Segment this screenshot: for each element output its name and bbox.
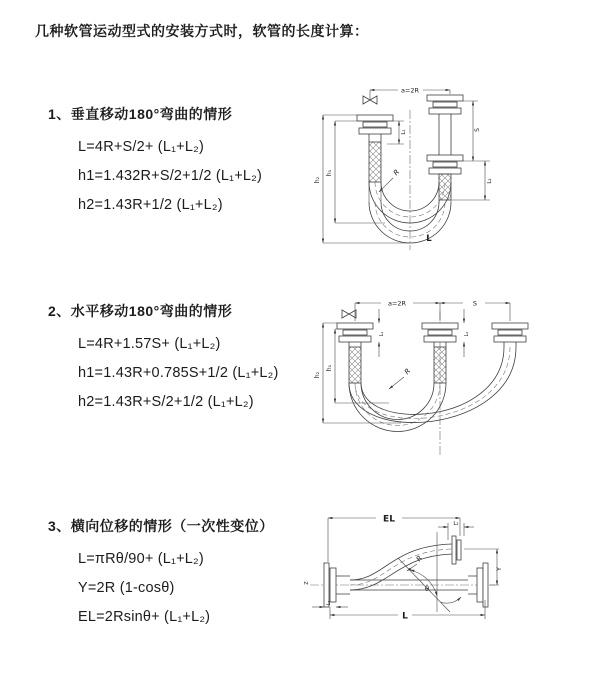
dim-label-l1: L₁ bbox=[379, 331, 385, 337]
dimension-lines bbox=[312, 518, 499, 619]
section-lateral-displacement bbox=[48, 516, 274, 632]
dim-label-width: a=2R bbox=[400, 86, 420, 95]
formula-h1: h1=1.43R+0.785S+1/2 (L₁+L₂) bbox=[78, 365, 279, 381]
formula-h2: h2=1.43R+S/2+1/2 (L₁+L₂) bbox=[78, 394, 254, 410]
formula-h1: h1=1.432R+S/2+1/2 (L₁+L₂) bbox=[78, 168, 263, 184]
diagram-vertical-u-bend bbox=[313, 70, 563, 258]
dim-label-length: L bbox=[426, 234, 432, 244]
dim-label-y: Y bbox=[495, 567, 503, 571]
formula-y: Y=2R (1-cosθ) bbox=[78, 580, 175, 596]
dim-label-stroke: S bbox=[472, 299, 478, 308]
dim-label-l1: L₁ bbox=[326, 600, 332, 606]
section-vertical-movement bbox=[48, 104, 262, 220]
dim-label-el: EL bbox=[383, 514, 395, 525]
upper-right-flange bbox=[452, 536, 461, 564]
dim-label-width: a=2R bbox=[387, 299, 407, 308]
dim-label-radius: R bbox=[392, 168, 402, 178]
section-1-heading: 1、垂直移动180°弯曲的情形 bbox=[48, 106, 233, 122]
hose-curves bbox=[350, 544, 468, 590]
dim-label-l2: L₂ bbox=[453, 521, 459, 527]
dim-label-theta: θ bbox=[424, 585, 430, 593]
dim-label-radius: R bbox=[414, 554, 425, 564]
formula-h2: h2=1.43R+1/2 (L₁+L₂) bbox=[78, 197, 223, 213]
dim-label-radius: R bbox=[403, 367, 413, 377]
dim-label-h1: h₁ bbox=[326, 364, 333, 372]
dim-label-l2: L₂ bbox=[464, 331, 470, 337]
formula-length: L=4R+S/2+ (L₁+L₂) bbox=[78, 139, 204, 155]
section-2-heading: 2、水平移动180°弯曲的情形 bbox=[48, 303, 233, 319]
formula-length: L=4R+1.57S+ (L₁+L₂) bbox=[78, 336, 221, 352]
left-flange bbox=[337, 323, 373, 383]
dim-label-l2: L₂ bbox=[487, 178, 493, 184]
left-flange bbox=[357, 115, 393, 182]
page-title: 几种软管运动型式的安装方式时，软管的长度计算： bbox=[35, 23, 369, 39]
axis-mark: Z bbox=[304, 581, 310, 585]
section-horizontal-movement bbox=[48, 301, 279, 417]
dim-label-length: L bbox=[402, 611, 408, 622]
section-3-heading: 3、横向位移的情形（一次性变位） bbox=[48, 518, 274, 534]
formula-el: EL=2Rsinθ+ (L₁+L₂) bbox=[78, 609, 211, 625]
diagram-lateral-displacement bbox=[300, 500, 590, 630]
formula-length: L=πRθ/90+ (L₁+L₂) bbox=[78, 551, 204, 567]
dim-label-h2: h₂ bbox=[314, 371, 321, 379]
dimension-lines bbox=[323, 90, 490, 243]
middle-flange bbox=[422, 323, 458, 383]
valve-icon bbox=[342, 310, 356, 318]
right-flange bbox=[492, 323, 528, 347]
diagram-horizontal-u-bend bbox=[313, 283, 573, 468]
dim-label-h2: h₂ bbox=[314, 176, 321, 184]
right-flanges bbox=[427, 95, 463, 200]
dim-label-stroke: S bbox=[474, 128, 481, 132]
dim-label-l1: L₁ bbox=[401, 129, 407, 135]
dim-label-h1: h₁ bbox=[326, 169, 333, 177]
hose-arcs bbox=[349, 347, 516, 431]
